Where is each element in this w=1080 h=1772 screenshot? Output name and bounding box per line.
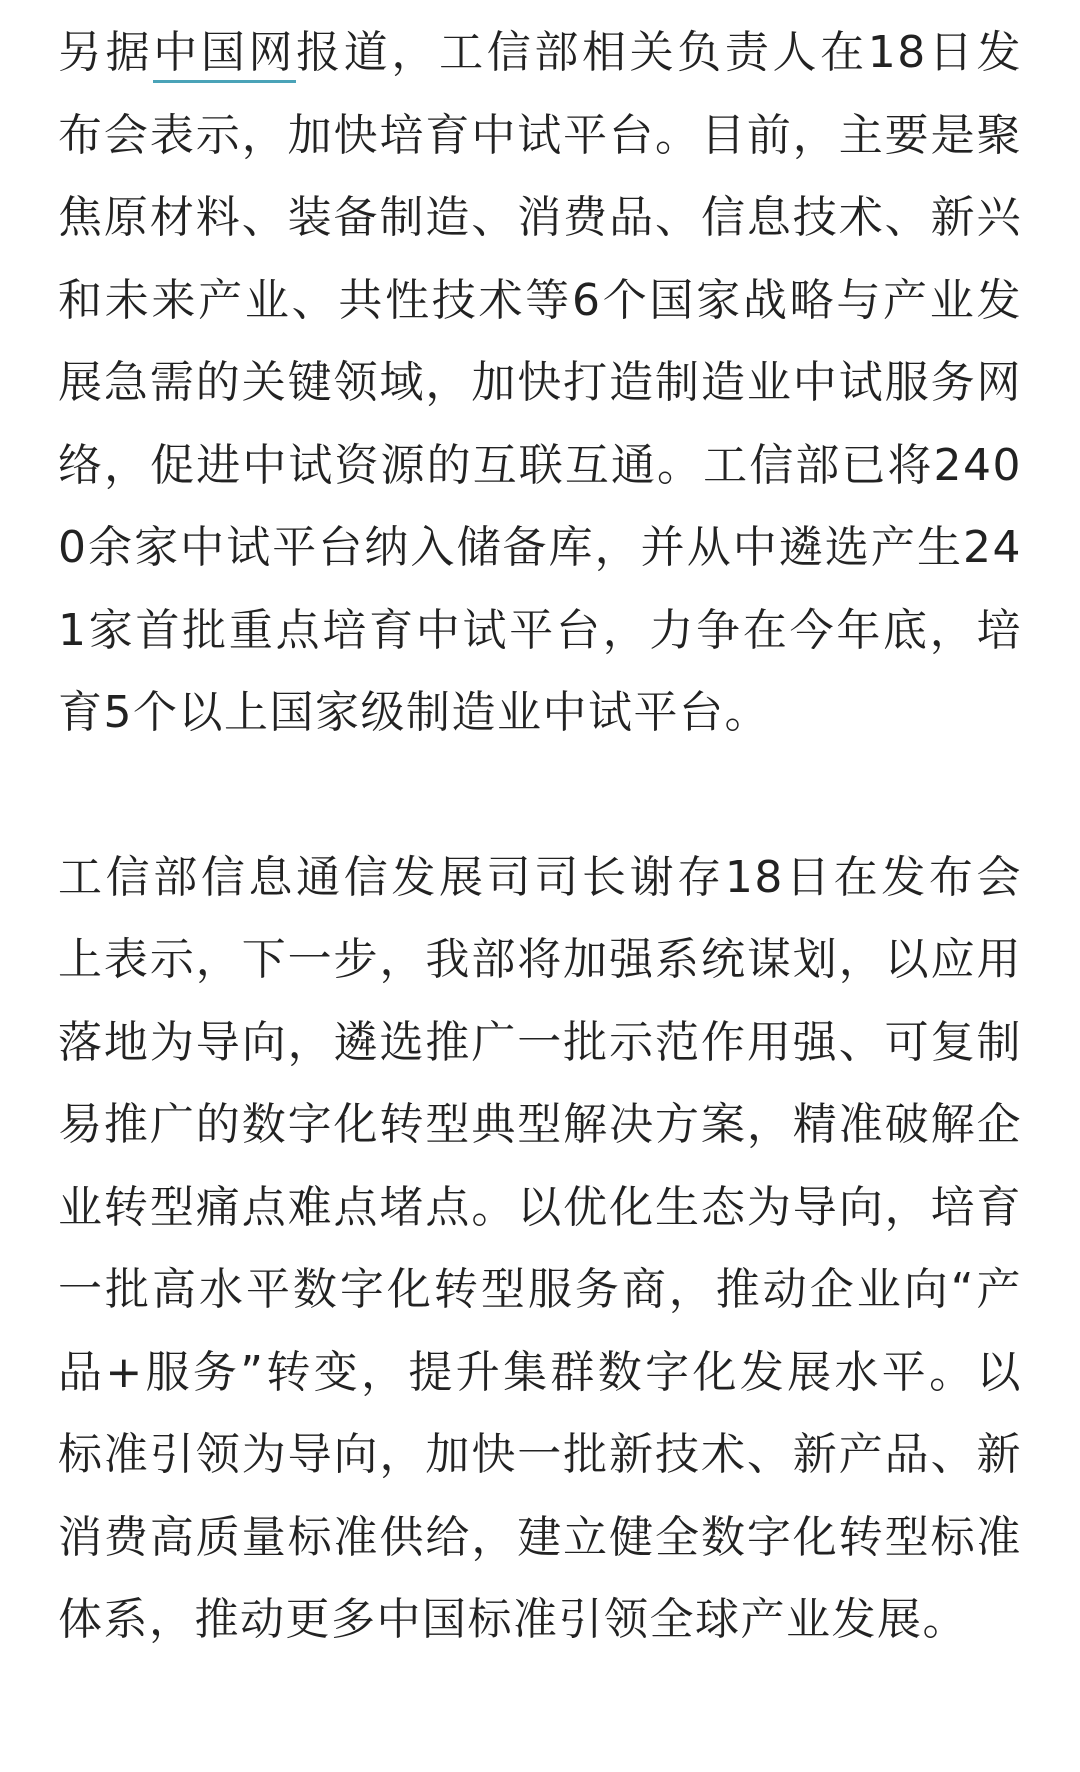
source-link-china-net[interactable]: 中国网 <box>153 27 296 83</box>
paragraph-2: 工信部信息通信发展司司长谢存18日在发布会上表示，下一步，我部将加强系统谋划，以应用落地为导向，遴选推广一批示范作用强、可复制易推广的数字化转型典型解决方案，精准破解企业转型痛点难点堵点。以优化生态为导向，培育一批高水平数字化转型服务商，推动企业向“产品+服务”转变，提升集群数字化发展水平。以标准引领为导向，加快一批新技术、新产品、新消费高质量标准供给，建立健全数字化转型标准体系，推动更多中国标准引领全球产业发展。 <box>58 851 1022 1645</box>
paragraph-1-text: 报道，工信部相关负责人在18日发布会表示，加快培育中试平台。目前，主要是聚焦原材料、装备制造、消费品、信息技术、新兴和未来产业、共性技术等6个国家战略与产业发展急需的关键领域，加快打造制造业中试服务网络，促进中试资源的互联互通。工信部已将2400余家中试平台纳入储备库，并从中遴选产生241家首批重点培育中试平台，力争在今年底，培育5个以上国家级制造业中试平台。 <box>58 27 1023 738</box>
paragraph-1-prefix: 另据 <box>58 27 154 78</box>
paragraph-1 <box>58 12 1022 755</box>
